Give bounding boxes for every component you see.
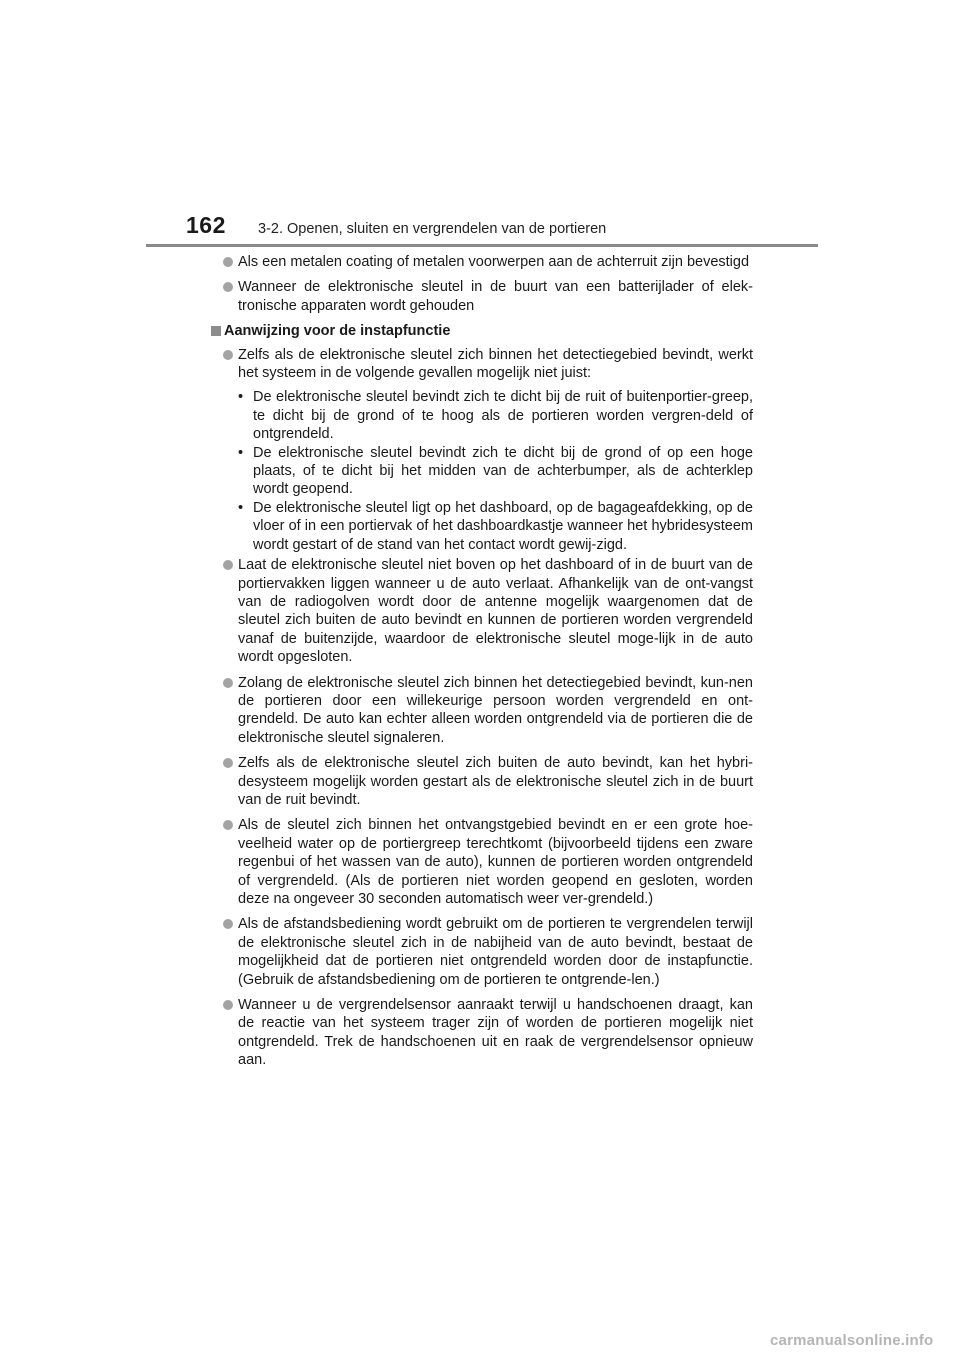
watermark[interactable]: carmanualsonline.info — [770, 1332, 934, 1349]
bullet-item — [208, 346, 753, 383]
section-title: Aanwijzing voor de instapfunctie — [224, 323, 451, 340]
sub-list-item — [208, 388, 753, 443]
bullet-text: Als de sleutel zich binnen het ontvangstgebied bevindt en er een grote hoe-veelheid water op de portiergreep terechtkomt (bijvoorbeeld tijdens een zware regenbui of het wassen van de auto), kunnen de portieren worden ontgrendeld of vergrendeld. (Als de portieren niet worden geopend en gesloten, worden deze na ongeveer 30 seconden automatisch weer ver-grendeld.) — [238, 817, 753, 907]
bullet-item — [208, 253, 753, 271]
sub-bullet-icon: • — [238, 499, 244, 516]
square-bullet-icon — [211, 326, 221, 336]
chapter-title: 3-2. Openen, sluiten en vergrendelen van de portieren — [258, 221, 607, 237]
sub-bullet-icon: • — [238, 444, 244, 461]
bullet-item — [208, 816, 753, 908]
bullet-text: Wanneer u de vergrendelsensor aanraakt terwijl u handschoenen draagt, kan de reactie van het systeem trager zijn of worden de portieren mogelijk niet ontgrendeld. Trek de handschoenen uit en raak de vergrendelsensor opnieuw aan. — [238, 997, 753, 1069]
bullet-text: Laat de elektronische sleutel niet boven op het dashboard of in de buurt van de portiervakken liggen wanneer u de auto verlaat. Afhankelijk van de ont-vangst van de radiogolven wordt door de antenne mogelijk waargenomen dat de sleutel zich buiten de auto bevindt en kunnen de portieren worden vergrendeld vanaf de buitenzijde, waardoor de elektronische sleutel moge-lijk in de auto wordt opgesloten. — [238, 557, 753, 666]
bullet-dot-icon — [223, 758, 233, 768]
bullet-dot-icon — [223, 678, 233, 688]
bullet-dot-icon — [223, 350, 233, 360]
bullet-dot-icon — [223, 560, 233, 570]
sub-bullet-icon: • — [238, 389, 244, 406]
bullet-dot-icon — [223, 257, 233, 267]
bullet-item — [208, 674, 753, 748]
sub-item-text: De elektronische sleutel ligt op het dashboard, op de bagageafdekking, op de vloer of in een portiervak of het dashboardkastje wanneer het hybridesysteem wordt gestart of de stand van het contact wordt gewij-zigd. — [253, 499, 753, 553]
bullet-text: Wanneer de elektronische sleutel in de buurt van een batterijlader of elek-tronische apparaten wordt gehouden — [238, 279, 753, 314]
sub-list-item — [208, 444, 753, 499]
bullet-dot-icon — [223, 919, 233, 929]
sub-item-text: De elektronische sleutel bevindt zich te dicht bij de ruit of buitenportier-greep, te dicht bij de grond of te hoog als de portieren worden vergren-deld of ontgrendeld. — [253, 389, 753, 443]
bullet-item — [208, 278, 753, 315]
sub-item-text: De elektronische sleutel bevindt zich te dicht bij de grond of op een hoge plaats, of te dicht bij het midden van de achterbumper, als de achterklep wordt geopend. — [253, 444, 753, 498]
page-number: 162 — [186, 212, 226, 238]
bullet-dot-icon — [223, 1000, 233, 1010]
bullet-item — [208, 996, 753, 1070]
header-divider — [146, 244, 818, 247]
bullet-text: Zelfs als de elektronische sleutel zich binnen het detectiegebied bevindt, werkt het systeem in de volgende gevallen mogelijk niet juist: — [238, 346, 753, 382]
bullet-item — [208, 754, 753, 809]
bullet-dot-icon — [223, 282, 233, 292]
section-heading — [208, 322, 753, 340]
bullet-text: Zelfs als de elektronische sleutel zich buiten de auto bevindt, kan het hybri-desysteem mogelijk worden gestart als de elektronische sleutel zich in de buurt van de ruit bevindt. — [238, 755, 753, 808]
bullet-text: Zolang de elektronische sleutel zich binnen het detectiegebied bevindt, kun-nen de portieren door een willekeurige persoon worden vergrendeld en ont-grendeld. De auto kan echter alleen worden ontgrendeld via de portieren die de elektronische sleutel signaleren. — [238, 674, 753, 746]
page-content — [208, 253, 753, 1077]
bullet-text: Als een metalen coating of metalen voorwerpen aan de achterruit zijn bevestigd — [238, 254, 750, 270]
bullet-dot-icon — [223, 820, 233, 830]
bullet-text: Als de afstandsbediening wordt gebruikt om de portieren te vergrendelen terwijl de elektronische sleutel zich in de nabijheid van de auto bevindt, bestaat de mogelijkheid dat de portieren niet ontgrendeld worden door de instapfunctie. (Gebruik de afstandsbediening om de portieren te ontgrende-len.) — [238, 916, 753, 988]
sub-list — [208, 388, 753, 554]
sub-list-item — [208, 499, 753, 554]
bullet-item — [208, 556, 753, 666]
bullet-item — [208, 915, 753, 989]
